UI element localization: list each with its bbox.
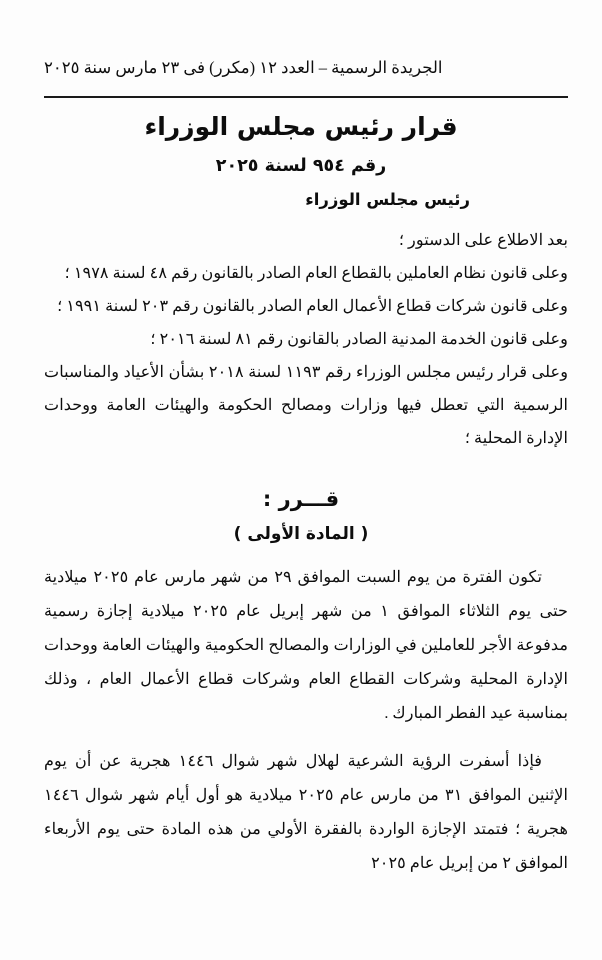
running-header (44, 58, 568, 84)
preamble-clause: وعلى قانون شركات قطاع الأعمال العام الصادر بالقانون رقم ٢٠٣ لسنة ١٩٩١ ؛ (57, 297, 568, 315)
preamble-section (44, 224, 568, 455)
preamble-clause: وعلى قانون الخدمة المدنية الصادر بالقانون رقم ٨١ لسنة ٢٠١٦ ؛ (150, 330, 568, 348)
article-heading: ( المادة الأولى ) (233, 524, 369, 544)
signatory-title: رئيس مجلس الوزراء (305, 190, 470, 209)
article-body (44, 560, 568, 894)
article-paragraph: فإذا أسفرت الرؤية الشرعية لهلال شهر شوال ١٤٤٦ هجرية عن أن يوم الإثنين الموافق ٣١ من مارس عام ٢٠٢٥ ميلادية هو أول أيام شهر شوال ١٤٤٦ هجرية ؛ فتمتد الإجازة الواردة بالفقرة الأولي من هذه المادة حتى يوم الأربعاء الموافق ٢ من إبريل عام ٢٠٢٥ (44, 752, 568, 872)
decree-number-line: رقم ٩٥٤ لسنة ٢٠٢٥ (215, 156, 387, 176)
decides-label: قـــرر : (262, 487, 340, 511)
preamble-clause: بعد الاطلاع على الدستور ؛ (398, 231, 568, 249)
header-divider-rule (44, 96, 568, 98)
article-paragraph: تكون الفترة من يوم السبت الموافق ٢٩ من شهر مارس عام ٢٠٢٥ ميلادية حتى يوم الثلاثاء الموافق ١ من شهر إبريل عام ٢٠٢٥ ميلادية إجازة رسمية مدفوعة الأجر للعاملين في الوزارات والمصالح الحكومية والهيئات العامة ووحدات الإدارة المحلية وشركات القطاع العام وشركات قطاع الأعمال العام ، وذلك بمناسبة عيد الفطر المبارك . (44, 568, 568, 722)
document-title: قرار رئيس مجلس الوزراء (144, 112, 458, 141)
preamble-clause: وعلى قرار رئيس مجلس الوزراء رقم ١١٩٣ لسنة ٢٠١٨ بشأن الأعياد والمناسبات الرسمية التي تعطل فيها وزارات ومصالح الحكومة والهيئات العامة ووحدات الإدارة المحلية ؛ (44, 363, 569, 447)
preamble-clause: وعلى قانون نظام العاملين بالقطاع العام الصادر بالقانون رقم ٤٨ لسنة ١٩٧٨ ؛ (64, 264, 568, 282)
gazette-header-title: الجريدة الرسمية – العدد ١٢ (مكرر) فى ٢٣ مارس سنة ٢٠٢٥ (44, 58, 443, 77)
